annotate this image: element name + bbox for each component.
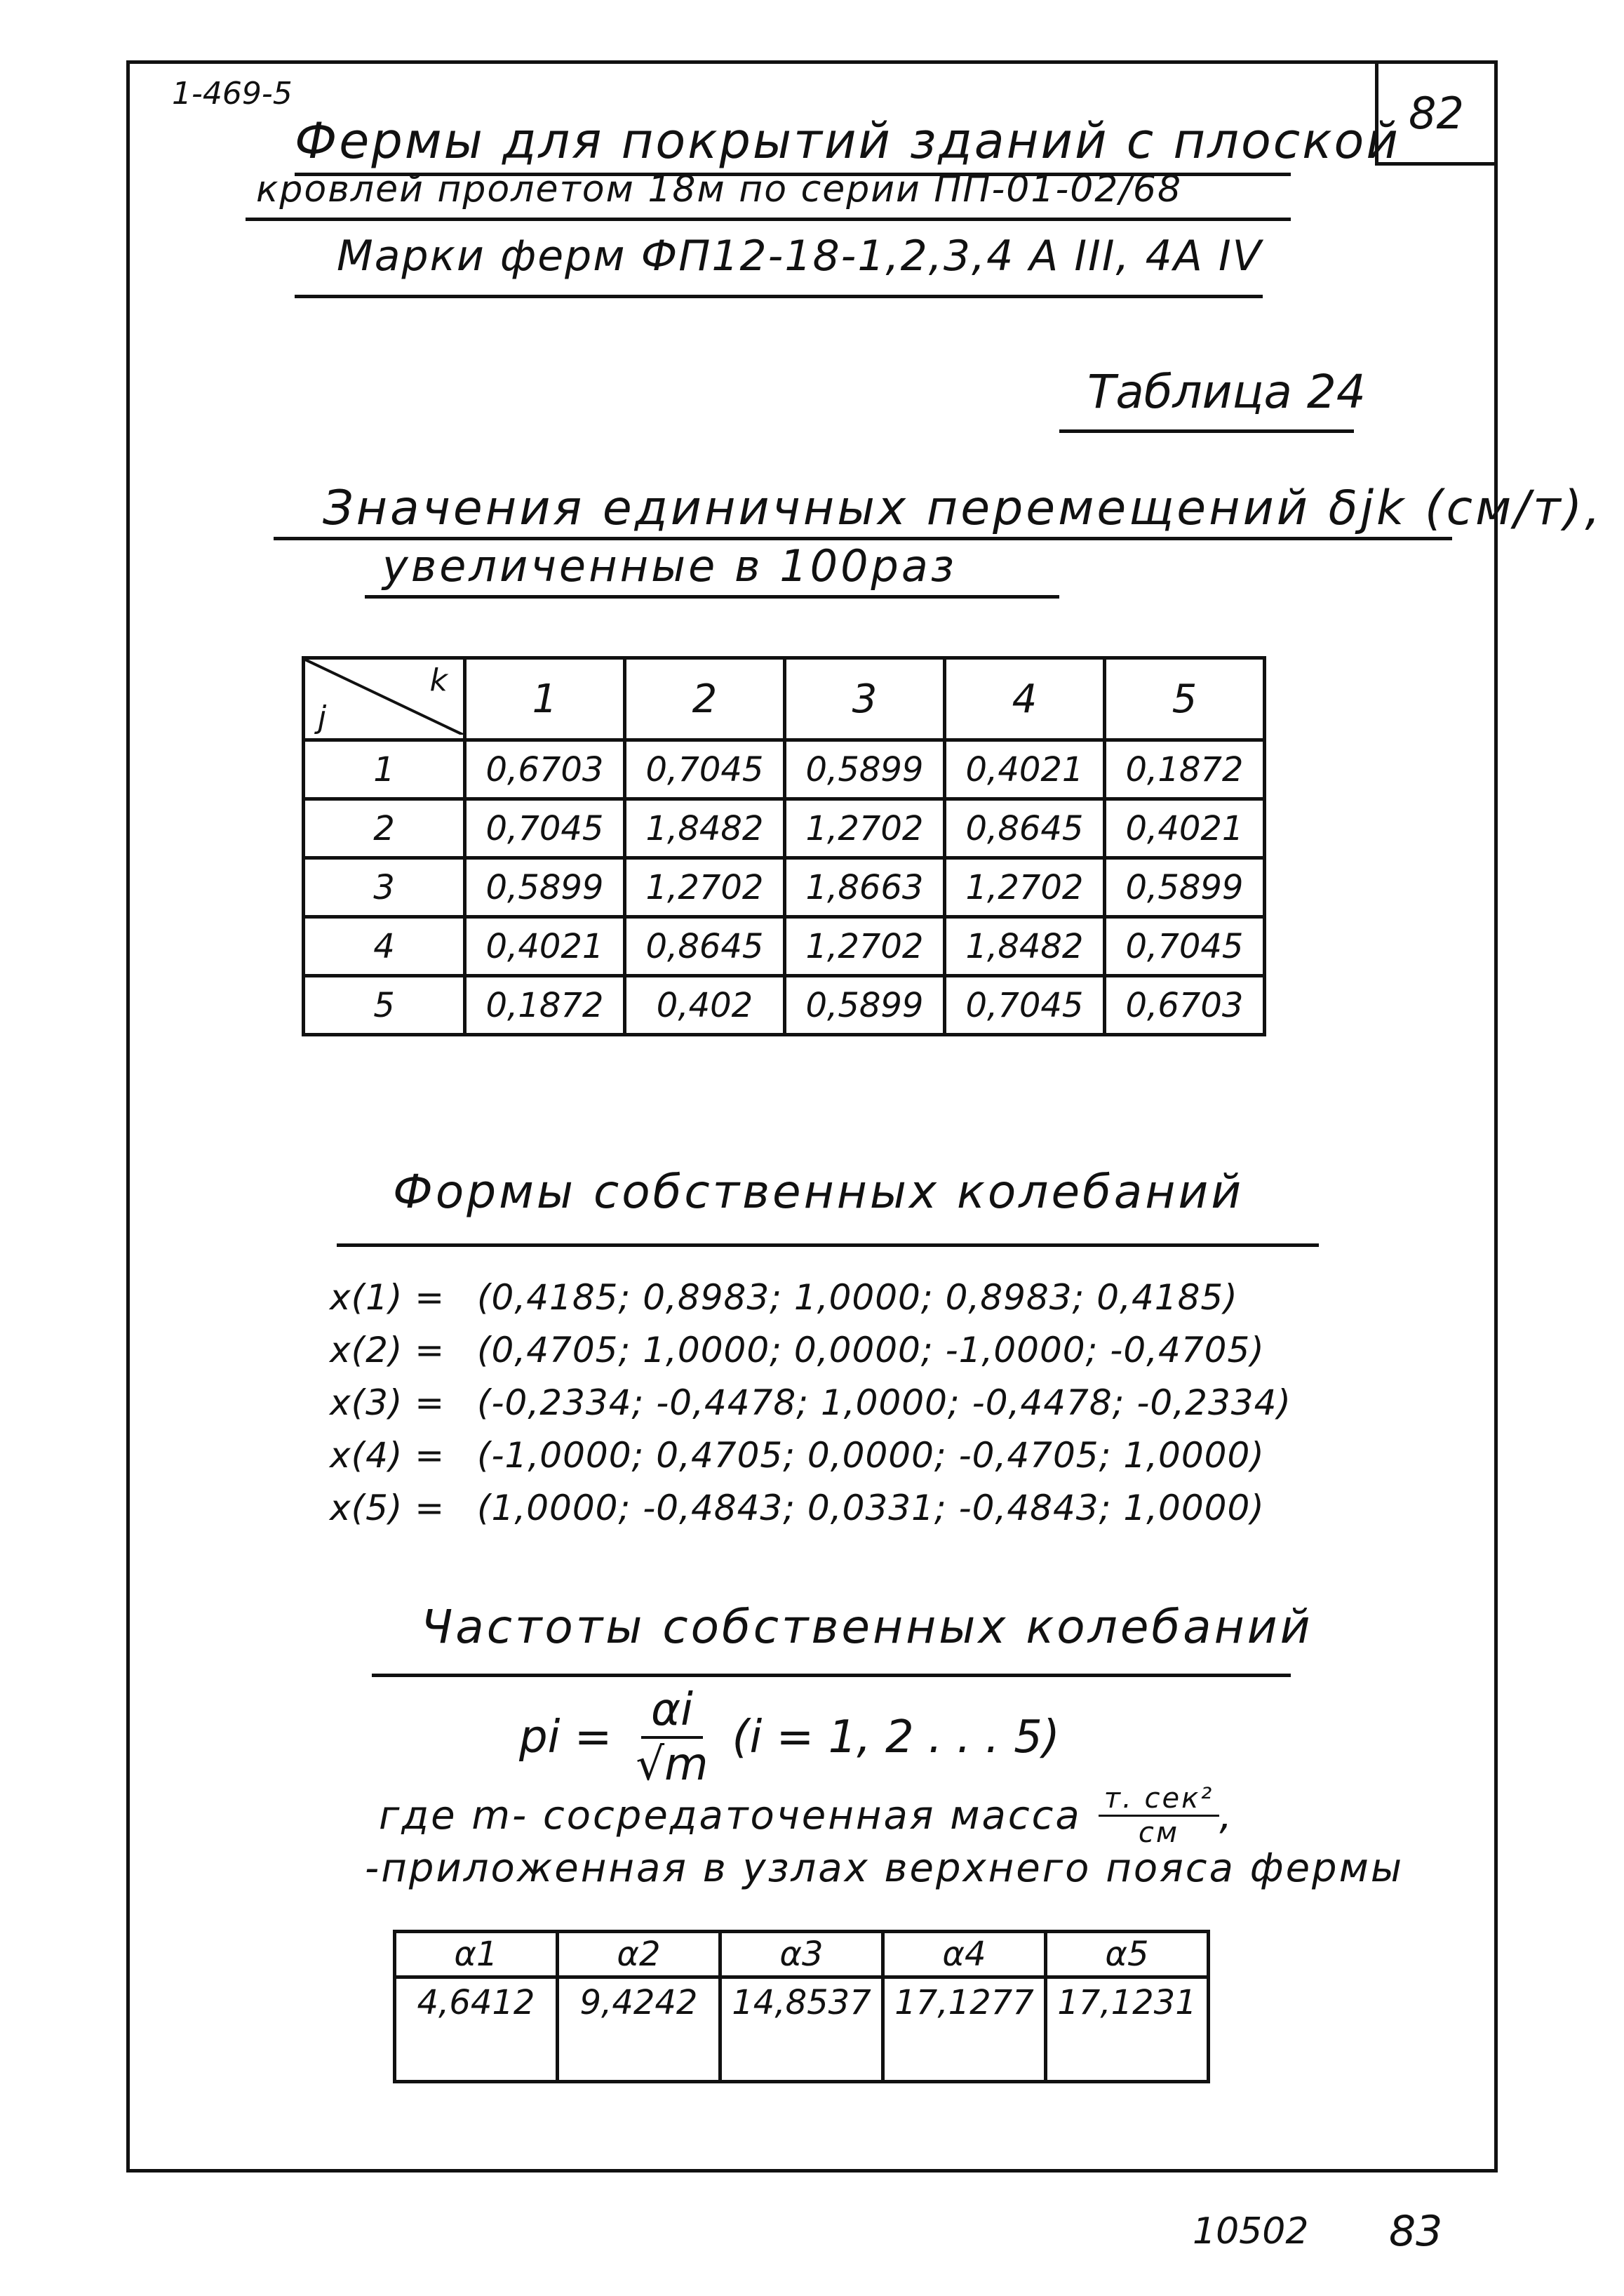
column-header: 4 [945, 658, 1105, 740]
table-cell: 0,7045 [1105, 917, 1265, 976]
alpha-header: α4 [883, 1932, 1046, 1977]
table-cell: 0,4021 [465, 917, 625, 976]
table-cell: 0,8645 [945, 799, 1105, 858]
frequencies-rule [372, 1674, 1291, 1677]
corner-j-label: j [318, 700, 327, 735]
column-header: 2 [625, 658, 785, 740]
truss-marks: Марки ферм ФП12-18-1,2,3,4 А III, 4А IV [337, 232, 1263, 281]
table-cell: 1,2702 [945, 858, 1105, 917]
mode-vector-1 [330, 1277, 1238, 1318]
table-heading-line1: Значения единичных перемещений δjk (см/т), [323, 481, 1603, 536]
table-cell: 0,5899 [465, 858, 625, 917]
alpha-value: 14,8537 [720, 1977, 883, 2082]
column-header: 5 [1105, 658, 1265, 740]
table-cell: 1,2702 [625, 858, 785, 917]
corner-cell [304, 658, 465, 740]
alpha-header: α3 [720, 1932, 883, 1977]
table-cell: 0,5899 [1105, 858, 1265, 917]
alpha-header: α2 [558, 1932, 720, 1977]
table-row [304, 740, 1265, 799]
formula-denominator: √m [636, 1739, 709, 1791]
table-cell: 0,7045 [945, 976, 1105, 1035]
table-cell: 1,8482 [945, 917, 1105, 976]
table-header-row [304, 658, 1265, 740]
alpha-header-row [395, 1932, 1209, 1977]
heading-rule-2 [365, 595, 1059, 599]
mass-application-text: -приложенная в узлах верхнего пояса фермы [365, 1846, 1404, 1891]
mass-definition: где m- сосредаточенная масса $\frac{\text{т. сек²}}{см}$ , [379, 1782, 1235, 1849]
alpha-header: α5 [1046, 1932, 1209, 1977]
mode-vector-label: x(2) = [330, 1330, 445, 1370]
mass-unit-numerator: т. сек² [1099, 1782, 1220, 1817]
alpha-value: 4,6412 [395, 1977, 558, 2082]
alpha-value: 17,1277 [883, 1977, 1046, 2082]
corner-k-label: k [429, 662, 448, 698]
row-header: 1 [304, 740, 465, 799]
document-title-line2: кровлей пролетом 18м по серии ПП-01-02/68 [256, 168, 1183, 211]
formula-numerator: αi [641, 1684, 703, 1739]
sheet-number: 82 [1409, 87, 1464, 139]
series-code: 1-469-5 [172, 76, 293, 112]
table-cell: 0,4021 [1105, 799, 1265, 858]
table-row [304, 976, 1265, 1035]
table-cell: 0,1872 [1105, 740, 1265, 799]
table-cell: 0,7045 [625, 740, 785, 799]
table-cell: 1,8663 [785, 858, 945, 917]
footer-code: 10502 [1193, 2210, 1309, 2252]
mode-vector-2 [330, 1330, 1265, 1370]
row-header: 2 [304, 799, 465, 858]
alpha-values-row [395, 1977, 1209, 2082]
frequencies-heading: Частоты собственных колебаний [421, 1600, 1313, 1654]
document-title-line1: Фермы для покрытий зданий с плоской [295, 112, 1400, 170]
mode-vector-values: (0,4705; 1,0000; 0,0000; -1,0000; -0,4705) [477, 1330, 1265, 1370]
mode-vector-values: (-1,0000; 0,4705; 0,0000; -0,4705; 1,0000) [477, 1435, 1265, 1476]
mass-definition-text: где m- сосредаточенная масса [379, 1793, 1082, 1838]
row-header: 3 [304, 858, 465, 917]
alpha-value: 9,4242 [558, 1977, 720, 2082]
alpha-value: 17,1231 [1046, 1977, 1209, 2082]
table-cell: 0,402 [625, 976, 785, 1035]
alpha-table [393, 1930, 1210, 2083]
mode-vector-5 [330, 1488, 1265, 1528]
mode-vector-label: x(3) = [330, 1382, 445, 1423]
table-caption: Таблица 24 [1087, 365, 1366, 419]
table-cell: 0,8645 [625, 917, 785, 976]
table-cell: 0,6703 [1105, 976, 1265, 1035]
mode-vector-label: x(5) = [330, 1488, 445, 1528]
mass-unit-denominator: см [1138, 1817, 1180, 1849]
table-row [304, 799, 1265, 858]
table-cell: 1,2702 [785, 799, 945, 858]
formula-range: (i = 1, 2 . . . 5) [732, 1711, 1060, 1763]
modes-rule [337, 1243, 1319, 1247]
table-cell: 0,5899 [785, 740, 945, 799]
displacement-table [302, 656, 1266, 1036]
alpha-header: α1 [395, 1932, 558, 1977]
mode-vector-4 [330, 1435, 1265, 1476]
table-cell: 0,5899 [785, 976, 945, 1035]
frequency-formula [519, 1684, 1060, 1791]
table-cell: 1,8482 [625, 799, 785, 858]
table-cell: 0,1872 [465, 976, 625, 1035]
mode-vector-label: x(4) = [330, 1435, 445, 1476]
row-header: 4 [304, 917, 465, 976]
mode-vector-values: (1,0000; -0,4843; 0,0331; -0,4843; 1,0000) [477, 1488, 1265, 1528]
mode-vector-values: (-0,2334; -0,4478; 1,0000; -0,4478; -0,2334) [477, 1382, 1291, 1423]
title-rule-2 [246, 218, 1291, 221]
caption-rule [1059, 429, 1354, 433]
column-header: 1 [465, 658, 625, 740]
title-rule-3 [295, 295, 1263, 298]
table-row [304, 858, 1265, 917]
row-header: 5 [304, 976, 465, 1035]
table-row [304, 917, 1265, 976]
table-cell: 0,4021 [945, 740, 1105, 799]
mode-vector-values: (0,4185; 0,8983; 1,0000; 0,8983; 0,4185) [477, 1277, 1238, 1318]
formula-fraction [626, 1684, 718, 1791]
mode-vector-3 [330, 1382, 1291, 1423]
table-heading-line2: увеличенные в 100раз [382, 540, 957, 592]
modes-heading: Формы собственных колебаний [393, 1165, 1244, 1219]
formula-lhs: pi = [519, 1711, 612, 1763]
table-cell: 1,2702 [785, 917, 945, 976]
table-cell: 0,6703 [465, 740, 625, 799]
column-header: 3 [785, 658, 945, 740]
mass-unit [1099, 1782, 1220, 1849]
mode-vector-label: x(1) = [330, 1277, 445, 1318]
table-cell: 0,7045 [465, 799, 625, 858]
footer-page-number: 83 [1389, 2207, 1443, 2256]
